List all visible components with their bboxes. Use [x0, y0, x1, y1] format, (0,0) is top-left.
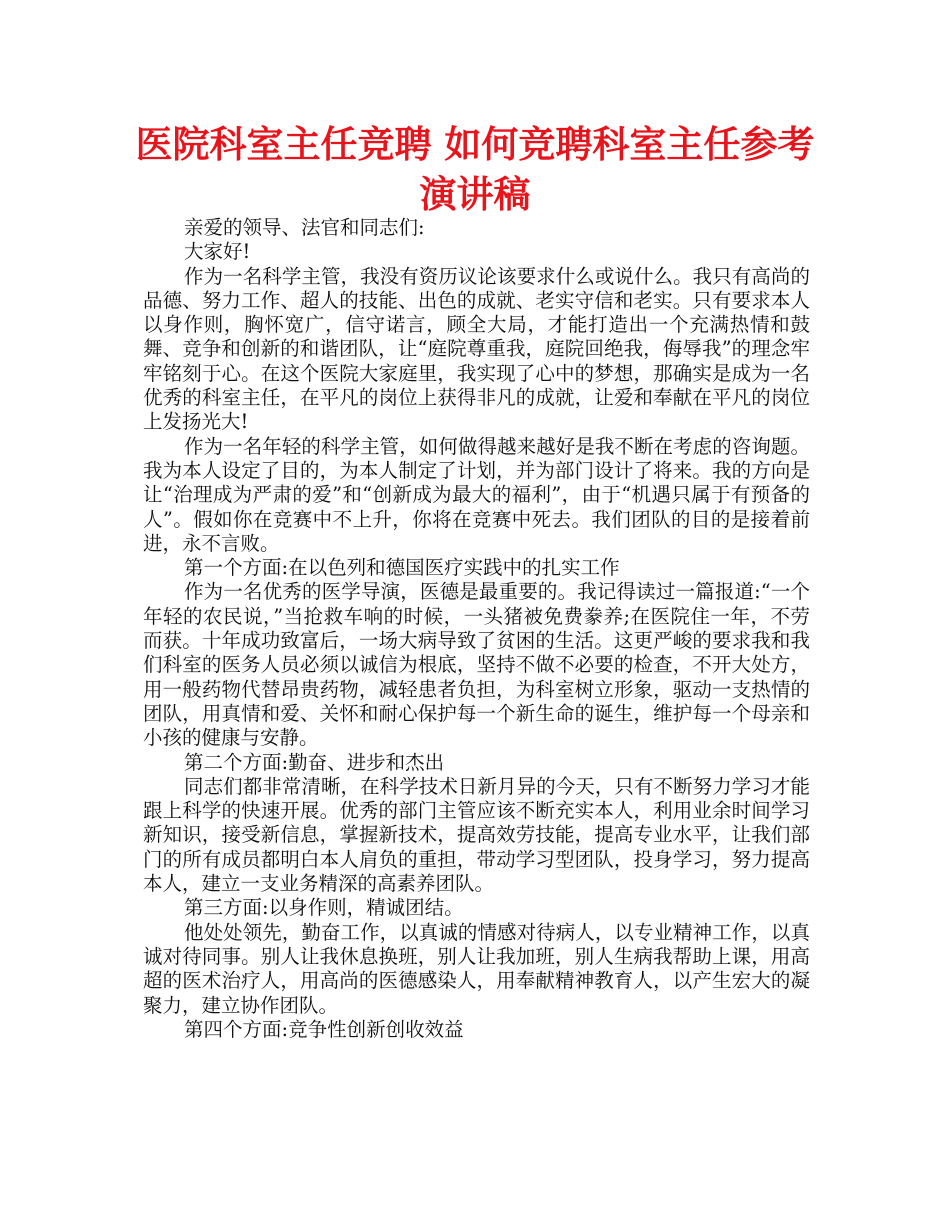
section-heading: 第二个方面:勤奋、进步和杰出	[184, 750, 445, 774]
document-body	[143, 216, 810, 1042]
body-paragraph: 他处处领先，勤奋工作，以真诚的情感对待病人，以专业精神工作，以真诚对待同事。别人让我休息换班，别人让我加班，别人生病我帮助上课，用高超的医术治疗人，用高尚的医德感染人，用奉献精神教育人，以产生宏大的凝聚力，建立协作团队。	[143, 920, 810, 1017]
document-title: 医院科室主任竞聘 如何竞聘科室主任参考演讲稿	[135, 123, 815, 216]
body-paragraph: 作为一名科学主管，我没有资历议论该要求什么或说什么。我只有高尚的品德、努力工作、超人的技能、出色的成就、老实守信和老实。只有要求本人以身作则，胸怀宽广，信守诺言，顾全大局，才能打造出一个充满热情和鼓舞、竞争和创新的和谐团队，让“庭院尊重我，庭院回绝我，侮辱我”的理念牢牢铭刻于心。在这个医院大家庭里，我实现了心中的梦想，那确实是成为一名优秀的科室主任，在平凡的岗位上获得非凡的成就，让爱和奉献在平凡的岗位上发扬光大!	[143, 264, 810, 434]
salutation: 亲爱的领导、法官和同志们:	[184, 216, 425, 239]
section-heading: 第三方面:以身作则，精诚团结。	[184, 896, 464, 920]
body-paragraph: 作为一名年轻的科学主管，如何做得越来越好是我不断在考虑的咨询题。我为本人设定了目的，为本人制定了计划，并为部门设计了将来。我的方向是让“治理成为严肃的爱”和“创新成为最大的福利”，由于“机遇只属于有预备的人”。假如你在竞赛中不上升，你将在竞赛中死去。我们团队的目的是接着前进，永不言败。	[143, 434, 810, 555]
section-heading: 第一个方面:在以色列和德国医疗实践中的扎实工作	[184, 556, 620, 580]
body-paragraph: 作为一名优秀的医学导演，医德是最重要的。我记得读过一篇报道:“一个年轻的农民说，”当抢救车响的时候，一头猪被免费豢养;在医院住一年，不劳而获。十年成功致富后，一场大病导致了贫困的生活。这更严峻的要求我和我们科室的医务人员必须以诚信为根底，坚持不做不必要的检查，不开大处方，用一般药物代替昂贵药物，减轻患者负担，为科室树立形象，驱动一支热情的团队，用真情和爱、关怀和耐心保护每一个新生命的诞生，维护每一个母亲和小孩的健康与安静。	[143, 580, 810, 750]
section-heading: 第四个方面:竞争性创新创收效益	[184, 1017, 464, 1041]
body-paragraph: 同志们都非常清晰，在科学技术日新月异的今天，只有不断努力学习才能跟上科学的快速开展。优秀的部门主管应该不断充实本人，利用业余时间学习新知识，接受新信息，掌握新技术，提高效劳技能，提高专业水平，让我们部门的所有成员都明白本人肩负的重担，带动学习型团队，投身学习，努力提高本人，建立一支业务精深的高素养团队。	[143, 774, 810, 896]
greeting: 大家好!	[184, 240, 251, 264]
